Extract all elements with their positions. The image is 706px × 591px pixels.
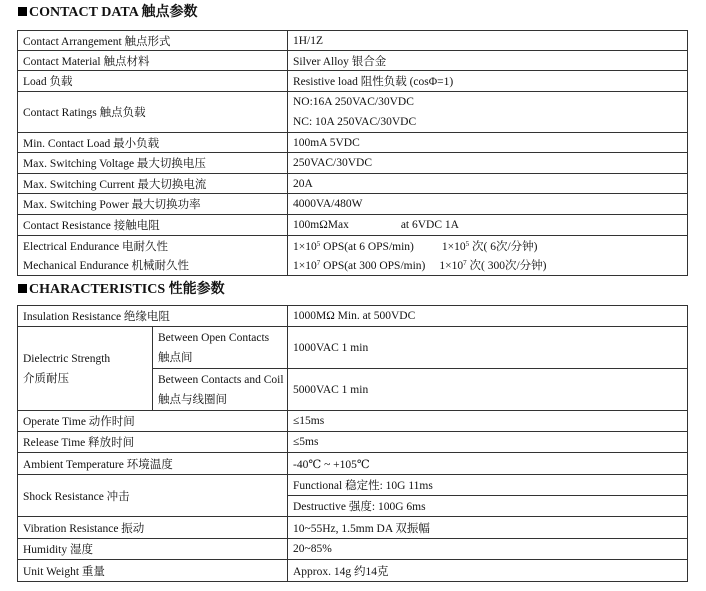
row-label: Contact Resistance 接触电阻 xyxy=(18,215,288,236)
row-value: Resistive load 阻性负载 (cosΦ=1) xyxy=(288,71,688,92)
row-value: 1000MΩ Min. at 500VDC xyxy=(288,306,688,327)
row-label: Humidity 湿度 xyxy=(18,539,288,560)
row-label: Contact Ratings 触点负载 xyxy=(18,92,288,133)
row-value xyxy=(288,92,688,133)
row-value: Approx. 14g 约14克 xyxy=(288,560,688,582)
table-row xyxy=(18,194,688,215)
row-label: Release Time 释放时间 xyxy=(18,432,288,453)
table-row xyxy=(18,517,688,539)
table-row xyxy=(18,560,688,582)
row-value: Destructive 强度: 100G 6ms xyxy=(288,496,688,517)
row-value: -40℃ ~ +105℃ xyxy=(288,453,688,475)
dielectric-coil-label: Between Contacts and Coil 触点与线圈间 xyxy=(153,369,288,411)
row-label: Max. Switching Current 最大切换电流 xyxy=(18,174,288,194)
row-value: 1000VAC 1 min xyxy=(288,327,688,369)
table-row xyxy=(18,133,688,153)
row-label: Contact Arrangement 触点形式 xyxy=(18,31,288,51)
contact-resistance-condition: at 6VDC 1A xyxy=(400,219,459,231)
row-value: ≤5ms xyxy=(288,432,688,453)
row-label: Min. Contact Load 最小负载 xyxy=(18,133,288,153)
row-label: Unit Weight 重量 xyxy=(18,560,288,582)
table-row xyxy=(18,51,688,71)
row-label: Insulation Resistance 绝缘电阻 xyxy=(18,306,288,327)
row-value: 5000VAC 1 min xyxy=(288,369,688,411)
row-value: 4000VA/480W xyxy=(288,194,688,215)
table-row xyxy=(18,153,688,174)
table-row xyxy=(18,453,688,475)
table-row xyxy=(18,327,688,369)
row-value: 20A xyxy=(288,174,688,194)
rating-nc: NC: 10A 250VAC/30VDC xyxy=(293,116,417,128)
rating-no: NO:16A 250VAC/30VDC xyxy=(293,96,414,108)
row-value: $1\times 10^5$ OPS(at 6 OPS/min) $1\times 10^5$ 次( 6次/分钟) xyxy=(288,236,688,256)
row-label: Shock Resistance 冲击 xyxy=(18,475,288,517)
contact-resistance-value: 100mΩMax xyxy=(293,219,349,231)
row-value: 1H/1Z xyxy=(288,31,688,51)
table-row xyxy=(18,306,688,327)
table-row xyxy=(18,432,688,453)
dielectric-label: Dielectric Strength 介质耐压 xyxy=(18,327,153,411)
row-label: Load 负载 xyxy=(18,71,288,92)
row-label: Electrical Endurance 电耐久性 xyxy=(18,236,288,256)
table-row xyxy=(18,539,688,560)
square-bullet-icon xyxy=(18,284,27,293)
dielectric-open-label: Between Open Contacts 触点间 xyxy=(153,327,288,369)
row-label: Ambient Temperature 环境温度 xyxy=(18,453,288,475)
table-row xyxy=(18,236,688,256)
row-label: Vibration Resistance 振动 xyxy=(18,517,288,539)
contact-data-table xyxy=(17,30,688,276)
table-row xyxy=(18,174,688,194)
row-value: ≤15ms xyxy=(288,411,688,432)
row-value: 100mA 5VDC xyxy=(288,133,688,153)
row-value: Silver Alloy 银合金 xyxy=(288,51,688,71)
row-label: Operate Time 动作时间 xyxy=(18,411,288,432)
row-label: Mechanical Endurance 机械耐久性 xyxy=(18,256,288,276)
square-bullet-icon xyxy=(18,7,27,16)
row-value: 250VAC/30VDC xyxy=(288,153,688,174)
row-value: Functional 稳定性: 10G 11ms xyxy=(288,475,688,496)
table-row xyxy=(18,31,688,51)
row-label: Contact Material 触点材料 xyxy=(18,51,288,71)
characteristics-heading: CHARACTERISTICS 性能参数 xyxy=(18,281,225,299)
row-label: Max. Switching Power 最大切换功率 xyxy=(18,194,288,215)
row-value xyxy=(288,215,688,236)
contact-data-heading: CONTACT DATA 触点参数 xyxy=(18,4,198,22)
row-value: $1\times 10^7$ OPS(at 300 OPS/min) $1\times 10^7$ 次( 300次/分钟) xyxy=(288,256,688,276)
row-label: Max. Switching Voltage 最大切换电压 xyxy=(18,153,288,174)
table-row xyxy=(18,92,688,133)
characteristics-table xyxy=(17,305,688,582)
table-row xyxy=(18,71,688,92)
table-row xyxy=(18,215,688,236)
row-value: 10~55Hz, 1.5mm DA 双振幅 xyxy=(288,517,688,539)
table-row xyxy=(18,411,688,432)
row-value: 20~85% xyxy=(288,539,688,560)
table-row xyxy=(18,256,688,276)
table-row xyxy=(18,475,688,496)
